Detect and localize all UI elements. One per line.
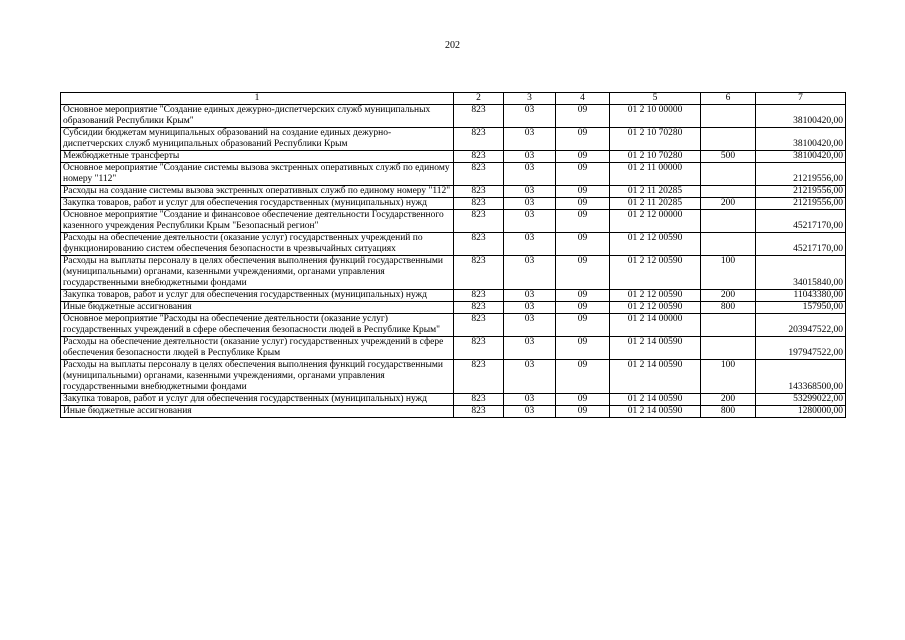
row-target-cell: 01 2 14 00590 xyxy=(610,360,701,394)
row-section-cell: 03 xyxy=(504,302,556,314)
row-grbs-cell: 823 xyxy=(454,256,504,290)
row-expense-type-cell xyxy=(701,233,756,256)
table-row xyxy=(61,360,846,394)
row-grbs-cell: 823 xyxy=(454,360,504,394)
row-name-cell: Расходы на создание системы вызова экстренных оперативных служб по единому номеру "112" xyxy=(61,186,454,198)
row-grbs-cell: 823 xyxy=(454,105,504,128)
row-target-cell: 01 2 14 00000 xyxy=(610,314,701,337)
row-section-cell: 03 xyxy=(504,210,556,233)
row-name-cell: Расходы на обеспечение деятельности (оказание услуг) государственных учреждений в сфере обеспечения безопасности людей в Республике Крым xyxy=(61,337,454,360)
row-grbs-cell: 823 xyxy=(454,210,504,233)
row-section-cell: 03 xyxy=(504,406,556,418)
row-amount-cell: 21219556,00 xyxy=(756,198,846,210)
row-section-cell: 03 xyxy=(504,128,556,151)
table-row xyxy=(61,256,846,290)
row-name-cell: Иные бюджетные ассигнования xyxy=(61,302,454,314)
row-name-cell: Основное мероприятие "Создание системы вызова экстренных оперативных служб по единому номеру "112" xyxy=(61,163,454,186)
row-expense-type-cell xyxy=(701,210,756,233)
header-col-6: 6 xyxy=(701,93,756,105)
row-target-cell: 01 2 10 70280 xyxy=(610,151,701,163)
table-row xyxy=(61,337,846,360)
row-grbs-cell: 823 xyxy=(454,163,504,186)
row-target-cell: 01 2 14 00590 xyxy=(610,337,701,360)
row-grbs-cell: 823 xyxy=(454,198,504,210)
row-name-cell: Закупка товаров, работ и услуг для обеспечения государственных (муниципальных) нужд xyxy=(61,394,454,406)
row-subsection-cell: 09 xyxy=(556,151,610,163)
row-expense-type-cell xyxy=(701,105,756,128)
row-expense-type-cell: 200 xyxy=(701,394,756,406)
table-row xyxy=(61,314,846,337)
row-amount-cell: 1280000,00 xyxy=(756,406,846,418)
row-amount-cell: 45217170,00 xyxy=(756,210,846,233)
row-expense-type-cell: 200 xyxy=(701,290,756,302)
row-name-cell: Закупка товаров, работ и услуг для обеспечения государственных (муниципальных) нужд xyxy=(61,290,454,302)
row-expense-type-cell: 500 xyxy=(701,151,756,163)
row-target-cell: 01 2 14 00590 xyxy=(610,394,701,406)
row-amount-cell: 157950,00 xyxy=(756,302,846,314)
row-subsection-cell: 09 xyxy=(556,290,610,302)
row-expense-type-cell: 200 xyxy=(701,198,756,210)
row-expense-type-cell: 800 xyxy=(701,406,756,418)
header-col-4: 4 xyxy=(556,93,610,105)
row-subsection-cell: 09 xyxy=(556,128,610,151)
row-expense-type-cell: 800 xyxy=(701,302,756,314)
row-target-cell: 01 2 12 00590 xyxy=(610,233,701,256)
row-name-cell: Межбюджетные трансферты xyxy=(61,151,454,163)
row-amount-cell: 45217170,00 xyxy=(756,233,846,256)
table-row xyxy=(61,151,846,163)
table-row xyxy=(61,186,846,198)
row-name-cell: Субсидии бюджетам муниципальных образований на создание единых дежурно-диспетчерских служб муниципальных образований Республики Крым xyxy=(61,128,454,151)
budget-table xyxy=(60,92,846,418)
row-amount-cell: 21219556,00 xyxy=(756,186,846,198)
row-grbs-cell: 823 xyxy=(454,233,504,256)
header-col-7: 7 xyxy=(756,93,846,105)
row-grbs-cell: 823 xyxy=(454,128,504,151)
row-section-cell: 03 xyxy=(504,337,556,360)
row-expense-type-cell xyxy=(701,128,756,151)
row-subsection-cell: 09 xyxy=(556,163,610,186)
table-row xyxy=(61,290,846,302)
table-row xyxy=(61,394,846,406)
row-name-cell: Основное мероприятие "Создание единых дежурно-диспетчерских служб муниципальных образований Республики Крым" xyxy=(61,105,454,128)
row-section-cell: 03 xyxy=(504,394,556,406)
row-target-cell: 01 2 14 00590 xyxy=(610,406,701,418)
table-row xyxy=(61,198,846,210)
row-target-cell: 01 2 10 00000 xyxy=(610,105,701,128)
row-target-cell: 01 2 10 70280 xyxy=(610,128,701,151)
row-section-cell: 03 xyxy=(504,360,556,394)
header-col-2: 2 xyxy=(454,93,504,105)
row-grbs-cell: 823 xyxy=(454,314,504,337)
row-name-cell: Расходы на обеспечение деятельности (оказание услуг) государственных учреждений по функционированию систем обеспечения безопасности в чрезвычайных ситуациях xyxy=(61,233,454,256)
row-section-cell: 03 xyxy=(504,105,556,128)
row-grbs-cell: 823 xyxy=(454,394,504,406)
row-subsection-cell: 09 xyxy=(556,406,610,418)
table-row xyxy=(61,163,846,186)
row-expense-type-cell xyxy=(701,186,756,198)
row-grbs-cell: 823 xyxy=(454,337,504,360)
row-amount-cell: 38100420,00 xyxy=(756,151,846,163)
table-row xyxy=(61,105,846,128)
row-amount-cell: 143368500,00 xyxy=(756,360,846,394)
row-amount-cell: 11043380,00 xyxy=(756,290,846,302)
row-expense-type-cell xyxy=(701,337,756,360)
header-col-1: 1 xyxy=(61,93,454,105)
header-row xyxy=(61,93,846,105)
row-expense-type-cell xyxy=(701,163,756,186)
row-amount-cell: 34015840,00 xyxy=(756,256,846,290)
row-section-cell: 03 xyxy=(504,163,556,186)
row-section-cell: 03 xyxy=(504,186,556,198)
row-amount-cell: 197947522,00 xyxy=(756,337,846,360)
row-amount-cell: 38100420,00 xyxy=(756,128,846,151)
row-subsection-cell: 09 xyxy=(556,337,610,360)
row-section-cell: 03 xyxy=(504,314,556,337)
row-amount-cell: 21219556,00 xyxy=(756,163,846,186)
row-section-cell: 03 xyxy=(504,233,556,256)
row-name-cell: Основное мероприятие "Расходы на обеспечение деятельности (оказание услуг) государственных учреждений в сфере обеспечения безопасности людей в Республике Крым" xyxy=(61,314,454,337)
row-subsection-cell: 09 xyxy=(556,394,610,406)
row-subsection-cell: 09 xyxy=(556,302,610,314)
row-target-cell: 01 2 12 00590 xyxy=(610,302,701,314)
row-expense-type-cell: 100 xyxy=(701,256,756,290)
row-grbs-cell: 823 xyxy=(454,302,504,314)
row-grbs-cell: 823 xyxy=(454,186,504,198)
row-grbs-cell: 823 xyxy=(454,290,504,302)
row-target-cell: 01 2 12 00000 xyxy=(610,210,701,233)
row-subsection-cell: 09 xyxy=(556,314,610,337)
row-subsection-cell: 09 xyxy=(556,233,610,256)
row-subsection-cell: 09 xyxy=(556,360,610,394)
row-section-cell: 03 xyxy=(504,256,556,290)
table-row xyxy=(61,302,846,314)
row-target-cell: 01 2 12 00590 xyxy=(610,290,701,302)
row-subsection-cell: 09 xyxy=(556,256,610,290)
row-subsection-cell: 09 xyxy=(556,186,610,198)
table-body xyxy=(61,105,846,418)
row-name-cell: Основное мероприятие "Создание и финансовое обеспечение деятельности Государственного казенного учреждения Республики Крым "Безопасный регион" xyxy=(61,210,454,233)
row-name-cell: Расходы на выплаты персоналу в целях обеспечения выполнения функций государственными (муниципальными) органами, казенными учреждениями, органами управления государственными внебюджетными фондами xyxy=(61,256,454,290)
row-amount-cell: 53299022,00 xyxy=(756,394,846,406)
page-number: 202 xyxy=(445,40,460,51)
row-section-cell: 03 xyxy=(504,151,556,163)
header-col-3: 3 xyxy=(504,93,556,105)
row-expense-type-cell xyxy=(701,314,756,337)
row-subsection-cell: 09 xyxy=(556,198,610,210)
row-subsection-cell: 09 xyxy=(556,210,610,233)
row-target-cell: 01 2 11 20285 xyxy=(610,198,701,210)
header-col-5: 5 xyxy=(610,93,701,105)
row-name-cell: Закупка товаров, работ и услуг для обеспечения государственных (муниципальных) нужд xyxy=(61,198,454,210)
row-target-cell: 01 2 12 00590 xyxy=(610,256,701,290)
table-row xyxy=(61,128,846,151)
row-expense-type-cell: 100 xyxy=(701,360,756,394)
row-section-cell: 03 xyxy=(504,290,556,302)
row-target-cell: 01 2 11 20285 xyxy=(610,186,701,198)
row-name-cell: Иные бюджетные ассигнования xyxy=(61,406,454,418)
row-grbs-cell: 823 xyxy=(454,406,504,418)
table-row xyxy=(61,233,846,256)
row-name-cell: Расходы на выплаты персоналу в целях обеспечения выполнения функций государственными (муниципальными) органами, казенными учреждениями, органами управления государственными внебюджетными фондами xyxy=(61,360,454,394)
row-target-cell: 01 2 11 00000 xyxy=(610,163,701,186)
row-amount-cell: 203947522,00 xyxy=(756,314,846,337)
row-subsection-cell: 09 xyxy=(556,105,610,128)
row-grbs-cell: 823 xyxy=(454,151,504,163)
table-row xyxy=(61,210,846,233)
row-section-cell: 03 xyxy=(504,198,556,210)
table-row xyxy=(61,406,846,418)
row-amount-cell: 38100420,00 xyxy=(756,105,846,128)
